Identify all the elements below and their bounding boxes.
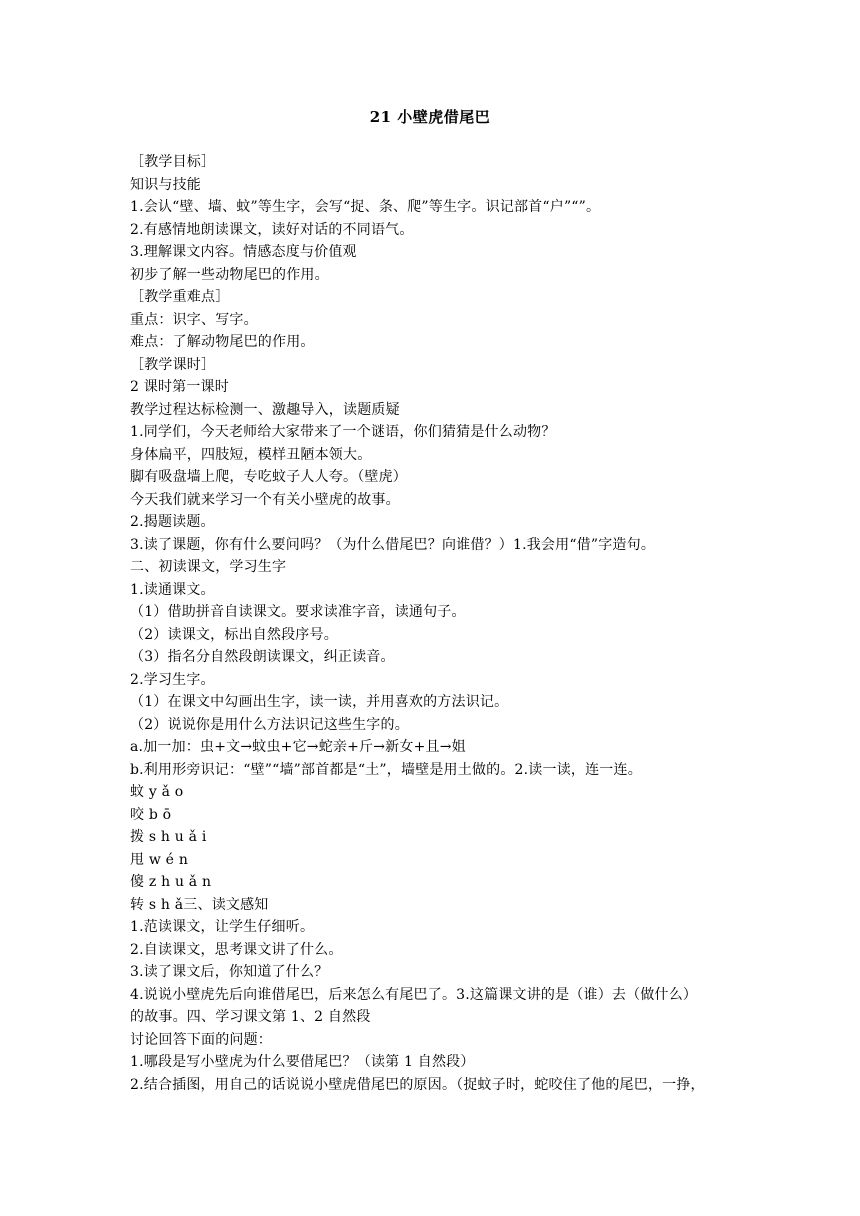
text-line: 教学过程达标检测一、激趣导入，读题质疑 <box>130 401 400 418</box>
pinyin-line: 甩 w é n <box>130 851 189 868</box>
document-title: 21 小壁虎借尾巴 <box>369 108 491 126</box>
text-line: 2.有感情地朗读课文，读好对话的不同语气。 <box>130 221 414 238</box>
pinyin-line: 拨 s h u ǎ i <box>130 829 207 845</box>
text-line: b.利用形旁识记：“壁”“墙”部首都是“土”，墙壁是用土做的。2.读一读，连一连。 <box>130 761 642 778</box>
text-line: 4.说说小壁虎先后向谁借尾巴，后来怎么有尾巴了。3.这篇课文讲的是（谁）去（做什么） <box>130 986 698 1003</box>
text-line: 难点：了解动物尾巴的作用。 <box>130 334 315 350</box>
text-line: （1）在课文中勾画出生字，读一读，并用喜欢的方法识记。 <box>130 694 509 710</box>
section-heading-class-hours: ［教学课时］ <box>130 356 216 373</box>
text-line: 3.理解课文内容。情感态度与价值观 <box>130 244 357 260</box>
text-line: 2.学习生字。 <box>130 671 215 688</box>
pinyin-line: 咬 b ō <box>130 806 172 823</box>
document-body <box>130 151 740 1096</box>
text-line: 2.自读课文，思考课文讲了什么。 <box>130 941 343 958</box>
pinyin-line: 傻 z h u ǎ n <box>130 874 212 890</box>
section-heading-key-points: ［教学重难点］ <box>130 289 230 305</box>
pinyin-line: 转 s h ǎ三、读文感知 <box>130 896 269 913</box>
text-line: a.加一加：虫+文→蚊虫+它→蛇亲+斤→新女+且→姐 <box>130 739 466 755</box>
text-line: 2 课时第一课时 <box>130 379 229 395</box>
text-line: （1）借助拼音自读课文。要求读准字音，读通句子。 <box>130 604 466 620</box>
pinyin-line: 蚊 y ǎ o <box>130 784 184 800</box>
text-line: 脚有吸盘墙上爬，专吃蚊子人人夸。（壁虎） <box>130 469 407 485</box>
text-line: （3）指名分自然段朗读课文，纠正读音。 <box>130 649 395 665</box>
section-heading-teaching-goals: ［教学目标］ <box>130 154 216 170</box>
text-line: （2）说说你是用什么方法识记这些生字的。 <box>130 716 409 733</box>
text-line: 重点：识字、写字。 <box>130 311 258 328</box>
text-line: 讨论回答下面的问题： <box>130 1031 272 1048</box>
text-line: 1.读通课文。 <box>130 581 215 598</box>
text-line: 身体扁平，四肢短，模样丑陋本领大。 <box>130 446 372 463</box>
text-line: 的故事。四、学习课文第 1、2 自然段 <box>130 1009 371 1025</box>
text-line: 1.会认“壁、墙、蚊”等生字，会写“捉、条、爬”等生字。识记部首“户”“”。 <box>130 199 601 215</box>
text-line: 3.读了课题，你有什么要问吗？（为什么借尾巴？向谁借？）1.我会用“借”字造句。 <box>130 536 656 553</box>
text-line: 2.结合插图，用自己的话说说小壁虎借尾巴的原因。（捉蚊子时，蛇咬住了他的尾巴，一挣， <box>130 1076 705 1093</box>
text-line: 1.范读课文，让学生仔细听。 <box>130 919 315 935</box>
text-line: 今天我们就来学习一个有关小壁虎的故事。 <box>130 491 400 508</box>
text-line: 二、初读课文，学习生字 <box>130 559 287 575</box>
text-line: 2.揭题读题。 <box>130 514 215 530</box>
text-line: 知识与技能 <box>130 176 201 193</box>
text-line: 3.读了课文后，你知道了什么？ <box>130 964 329 980</box>
text-line: 初步了解一些动物尾巴的作用。 <box>130 266 329 283</box>
text-line: （2）读课文，标出自然段序号。 <box>130 626 338 643</box>
text-line: 1.哪段是写小壁虎为什么要借尾巴？（读第 1 自然段） <box>130 1054 475 1070</box>
text-line: 1.同学们，今天老师给大家带来了一个谜语，你们猜猜是什么动物？ <box>130 424 556 440</box>
